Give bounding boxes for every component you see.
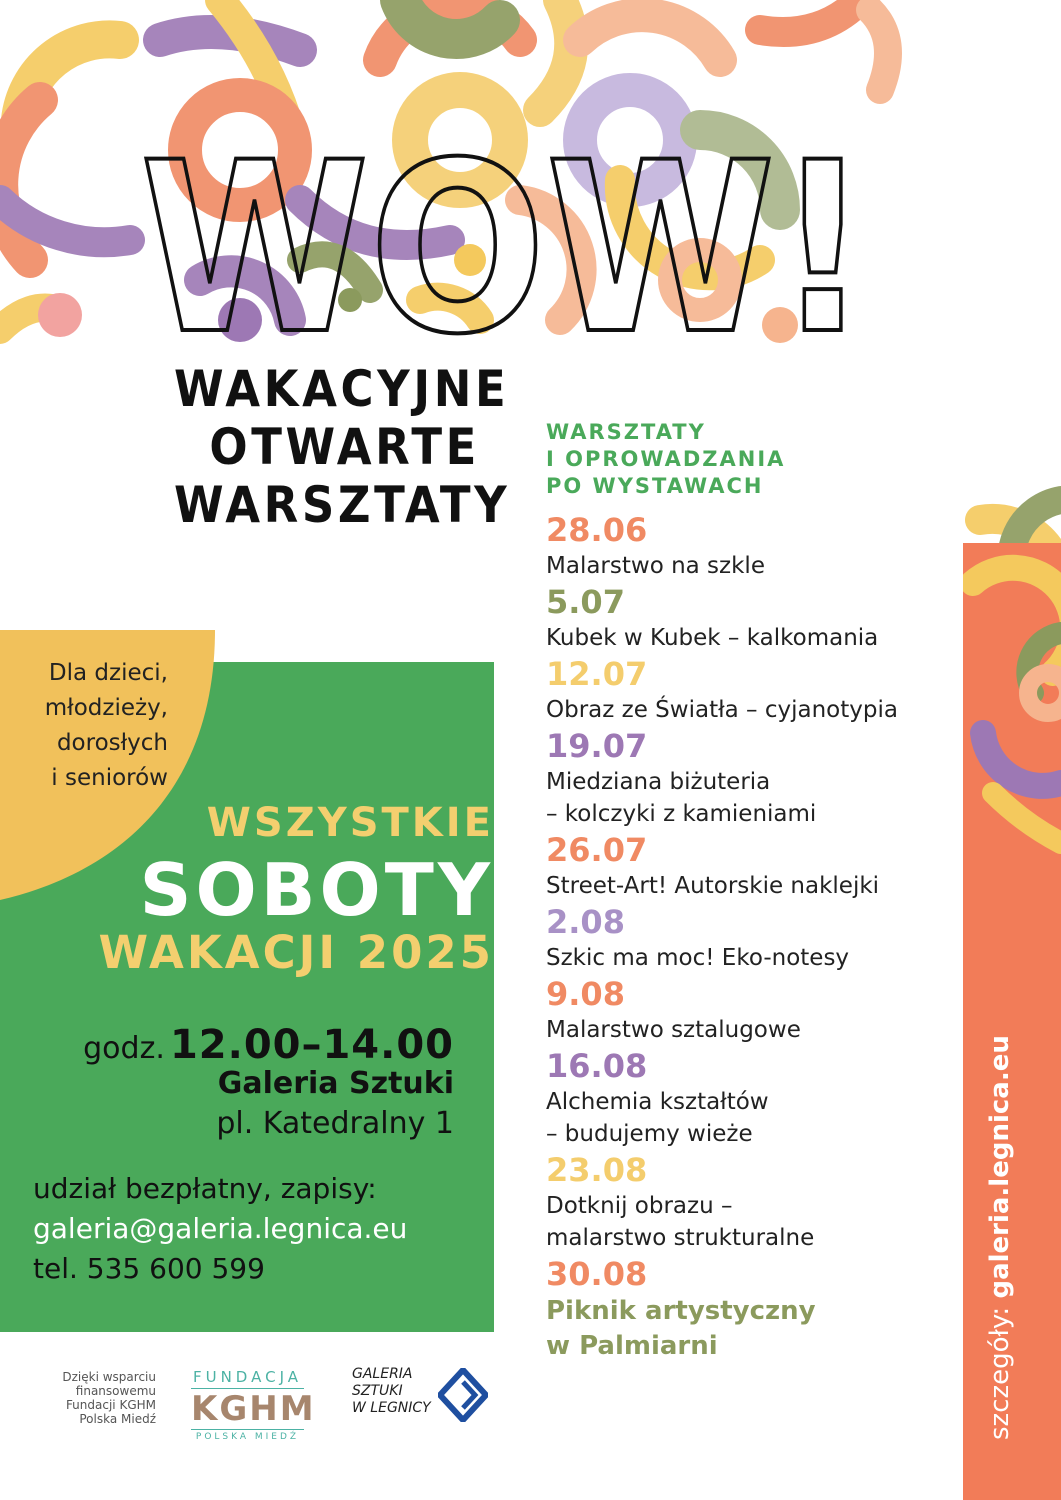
schedule-title: malarstwo strukturalne — [546, 1225, 815, 1251]
schedule-date: 2.08 — [546, 903, 625, 941]
schedule-heading — [546, 419, 785, 500]
schedule-item — [546, 830, 946, 902]
when-line-2: SOBOTY — [139, 848, 494, 932]
schedule-item — [546, 1254, 946, 1364]
details-prefix: szczegóły: — [985, 1306, 1015, 1440]
kghm-logo-bottom: POLSKA MIEDŹ — [195, 1432, 300, 1442]
venue-name: Galeria Sztuki — [217, 1066, 454, 1101]
kghm-foundation-logo — [185, 1368, 316, 1442]
subtitle-line-3: WARSZTATY — [174, 476, 511, 534]
schedule-title: Alchemia kształtów — [546, 1089, 769, 1115]
phone-link[interactable]: tel. 535 600 599 — [33, 1252, 265, 1285]
sponsor-note-line: Polska Miedź — [79, 1412, 156, 1426]
schedule-date: 19.07 — [546, 727, 648, 765]
schedule-list — [546, 510, 946, 1364]
when-line-1: WSZYSTKIE — [206, 800, 494, 846]
schedule-item — [546, 654, 946, 726]
schedule-title: Dotknij obrazu – — [546, 1193, 733, 1219]
schedule-date: 30.08 — [546, 1255, 648, 1293]
galeria-logo-text — [352, 1366, 431, 1417]
audience-line: i seniorów — [51, 765, 168, 791]
schedule-title: w Palmiarni — [546, 1331, 718, 1361]
schedule-item — [546, 510, 946, 582]
schedule-date: 28.06 — [546, 511, 648, 549]
kghm-logo-frame — [191, 1388, 316, 1430]
kghm-logo-top: FUNDACJA — [192, 1368, 302, 1386]
schedule-title: Miedziana biżuteria — [546, 769, 771, 795]
audience-line: dorosłych — [56, 730, 168, 756]
sponsor-note-line: Dzięki wsparciu — [62, 1370, 156, 1384]
subtitle-line-2: OTWARTE — [209, 418, 481, 476]
schedule-heading-line: I OPROWADZANIA — [546, 447, 786, 471]
schedule-item — [546, 974, 946, 1046]
time-prefix: godz. — [83, 1031, 165, 1066]
schedule-item — [546, 1150, 946, 1254]
wow-title — [140, 150, 880, 350]
schedule-item — [546, 726, 946, 830]
details-url[interactable] — [985, 1035, 1015, 1440]
galeria-logo-line: W LEGNICY — [352, 1400, 431, 1416]
wow-title-text: WOW! — [140, 150, 870, 350]
subtitle-line-1: WAKACYJNE — [174, 360, 510, 418]
schedule-date: 5.07 — [546, 583, 625, 621]
kghm-logo-mid: KGHM — [191, 1389, 316, 1429]
schedule-item — [546, 582, 946, 654]
schedule-title: Szkic ma moc! Eko-notesy — [546, 945, 850, 971]
sponsor-note — [40, 1370, 156, 1426]
venue-address: pl. Katedralny 1 — [216, 1106, 454, 1141]
time-value: 12.00–14.00 — [169, 1022, 454, 1068]
time-row — [83, 1022, 454, 1068]
website-link[interactable]: galeria.legnica.eu — [985, 1035, 1015, 1299]
signup-note: udział bezpłatny, zapisy: — [33, 1172, 377, 1205]
schedule-item — [546, 1046, 946, 1150]
schedule-heading-line: WARSZTATY — [546, 420, 706, 444]
schedule-title: Obraz ze Światła – cyjanotypia — [546, 697, 898, 723]
stripe-decoration — [963, 543, 1061, 863]
galeria-diamond-icon — [438, 1368, 488, 1422]
schedule-title: – kolczyki z kamieniami — [546, 801, 817, 827]
schedule-date: 12.07 — [546, 655, 648, 693]
when-line-3: WAKACJI 2025 — [98, 926, 494, 979]
schedule-title: Malarstwo sztalugowe — [546, 1017, 801, 1043]
sponsor-note-line: finansowemu — [75, 1384, 156, 1398]
schedule-date: 9.08 — [546, 975, 625, 1013]
schedule-date: 16.08 — [546, 1047, 648, 1085]
audience-line: Dla dzieci, — [48, 660, 168, 686]
audience-text — [18, 656, 168, 796]
sponsor-note-line: Fundacji KGHM — [65, 1398, 156, 1412]
schedule-date: 23.08 — [546, 1151, 648, 1189]
schedule-date: 26.07 — [546, 831, 648, 869]
audience-line: młodzieży, — [44, 695, 168, 721]
galeria-sztuki-logo — [352, 1366, 492, 1428]
galeria-logo-line: GALERIA — [352, 1366, 413, 1382]
galeria-logo-line: SZTUKI — [352, 1383, 403, 1399]
schedule-title: Street-Art! Autorskie naklejki — [546, 873, 880, 899]
schedule-title: Piknik artystyczny — [546, 1296, 816, 1326]
schedule-title: Malarstwo na szkle — [546, 553, 765, 579]
email-link[interactable]: galeria@galeria.legnica.eu — [33, 1212, 408, 1245]
schedule-title: – budujemy wieże — [546, 1121, 753, 1147]
schedule-heading-line: PO WYSTAWACH — [546, 474, 764, 498]
schedule-title: Kubek w Kubek – kalkomania — [546, 625, 879, 651]
schedule-item — [546, 902, 946, 974]
